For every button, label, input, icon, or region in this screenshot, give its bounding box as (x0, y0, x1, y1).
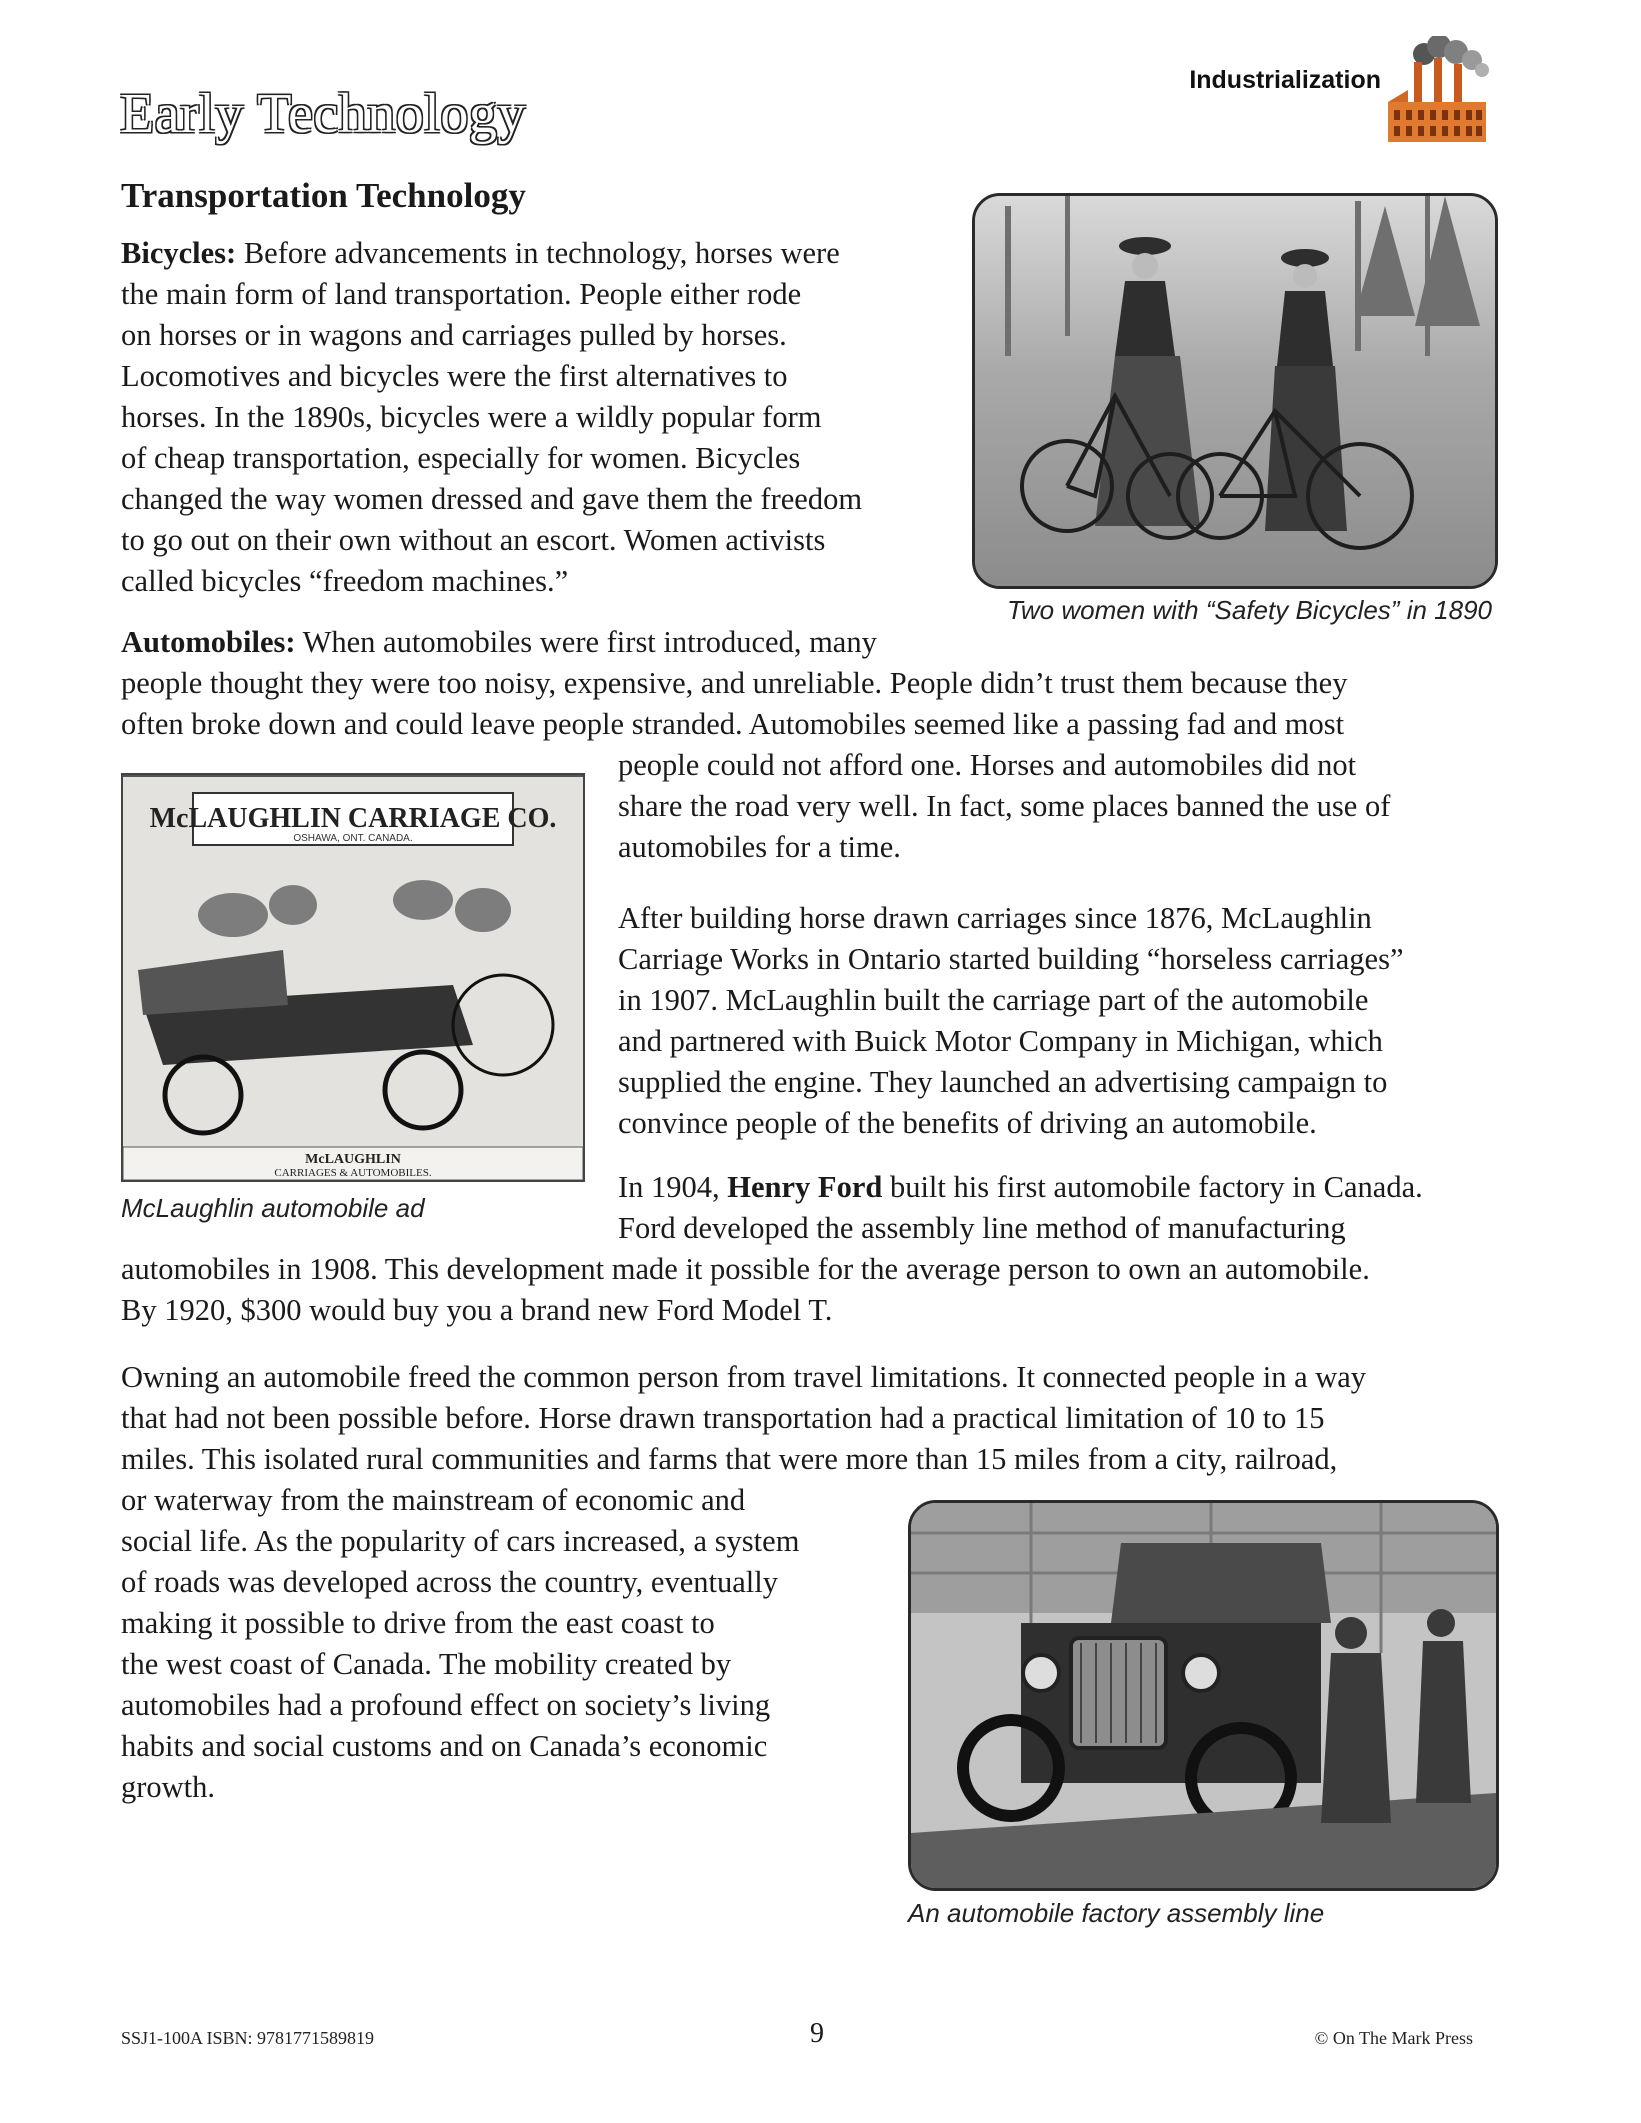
text-line: automobiles in 1908. This development made it possible for the average person to own an automobile. (121, 1252, 1370, 1286)
footer-copyright: © On The Mark Press (1314, 2028, 1473, 2048)
text-line: to go out on their own without an escort. Women activists (121, 523, 826, 557)
automobiles-paragraph (121, 622, 1501, 745)
owning-wrap-text (121, 1480, 881, 1808)
text-line: habits and social customs and on Canada’s economic (121, 1729, 768, 1763)
henry-ford-name: Henry Ford (727, 1170, 883, 1204)
ad-banner-text: McLAUGHLIN CARRIAGE CO. (149, 803, 557, 834)
text-line: After building horse drawn carriages since 1876, McLaughlin (618, 901, 1372, 935)
text-line: people thought they were too noisy, expensive, and unreliable. People didn’t trust them because they (121, 666, 1348, 700)
bicycles-paragraph (121, 233, 941, 602)
page-number: 9 (810, 2018, 824, 2049)
text-line: share the road very well. In fact, some places banned the use of (618, 789, 1391, 823)
text-line: on horses or in wagons and carriages pulled by horses. (121, 318, 787, 352)
mclaughlin-paragraph (618, 898, 1498, 1144)
text-line: horses. In the 1890s, bicycles were a wildly popular form (121, 400, 822, 434)
text-line: and partnered with Buick Motor Company in Michigan, which (618, 1024, 1383, 1058)
text-line: the west coast of Canada. The mobility created by (121, 1647, 732, 1681)
text-line: growth. (121, 1770, 216, 1804)
text-line: of roads was developed across the country, eventually (121, 1565, 778, 1599)
text-line: By 1920, $300 would buy you a brand new Ford Model T. (121, 1293, 833, 1327)
assembly-line-photo (908, 1500, 1499, 1891)
automobiles-label: Automobiles: (121, 625, 296, 659)
assembly-caption: An automobile factory assembly line (908, 1898, 1325, 1928)
text-line: changed the way women dressed and gave them the freedom (121, 482, 863, 516)
text-line: Before advancements in technology, horses were (236, 236, 840, 270)
owning-paragraph (121, 1357, 1501, 1480)
text-line: convince people of the benefits of driving an automobile. (618, 1106, 1317, 1140)
text-line: Carriage Works in Ontario started building “horseless carriages” (618, 942, 1404, 976)
text-line: of cheap transportation, especially for women. Bicycles (121, 441, 801, 475)
text-line: or waterway from the mainstream of economic and (121, 1483, 746, 1517)
text-line: making it possible to drive from the east coast to (121, 1606, 715, 1640)
text-line: that had not been possible before. Horse drawn transportation had a practical limitation of 10 to 15 (121, 1401, 1325, 1435)
text-line: automobiles for a time. (618, 830, 901, 864)
text-line: Locomotives and bicycles were the first alternatives to (121, 359, 788, 393)
text-line: in 1907. McLaughlin built the carriage part of the automobile (618, 983, 1369, 1017)
text-line: miles. This isolated rural communities and farms that were more than 15 miles from a city, railroad, (121, 1442, 1338, 1476)
text-line: people could not afford one. Horses and automobiles did not (618, 748, 1357, 782)
text-line: Ford developed the assembly line method of manufacturing (618, 1211, 1346, 1245)
mclaughlin-ad-image (121, 773, 585, 1182)
ad-caption: McLaughlin automobile ad (121, 1193, 425, 1223)
factory-icon (1384, 36, 1489, 146)
text-line: social life. As the popularity of cars increased, a system (121, 1524, 800, 1558)
ad-bottom-sub: CARRIAGES & AUTOMOBILES. (274, 1167, 432, 1179)
bicycles-caption: Two women with “Safety Bicycles” in 1890 (1006, 595, 1492, 625)
bicycles-label: Bicycles: (121, 236, 237, 270)
ford-paragraph-wrap (618, 1167, 1498, 1249)
text-line: built his first automobile factory in Canada. (882, 1170, 1423, 1204)
text-line: often broke down and could leave people stranded. Automobiles seemed like a passing fad and most (121, 707, 1345, 741)
text-line: When automobiles were first introduced, many (295, 625, 877, 659)
text-line: automobiles had a profound effect on society’s living (121, 1688, 771, 1722)
automobiles-wrap-text (618, 745, 1498, 868)
section-title: Transportation Technology (121, 176, 526, 215)
text-line: In 1904, (618, 1170, 728, 1204)
text-line: Owning an automobile freed the common person from travel limitations. It connected people in a way (121, 1360, 1367, 1394)
bicycles-photo (972, 193, 1498, 589)
topic-badge-label: Industrialization (1189, 66, 1381, 94)
text-line: supplied the engine. They launched an advertising campaign to (618, 1065, 1388, 1099)
ford-paragraph-full (121, 1249, 1501, 1331)
text-line: the main form of land transportation. People either rode (121, 277, 802, 311)
text-line: called bicycles “freedom machines.” (121, 564, 569, 598)
ad-city-text: OSHAWA, ONT. CANADA. (293, 833, 413, 844)
footer-isbn: SSJ1-100A ISBN: 9781771589819 (121, 2028, 375, 2048)
ad-bottom-name: McLAUGHLIN (305, 1152, 401, 1167)
page-title: Early Technology (120, 83, 526, 145)
